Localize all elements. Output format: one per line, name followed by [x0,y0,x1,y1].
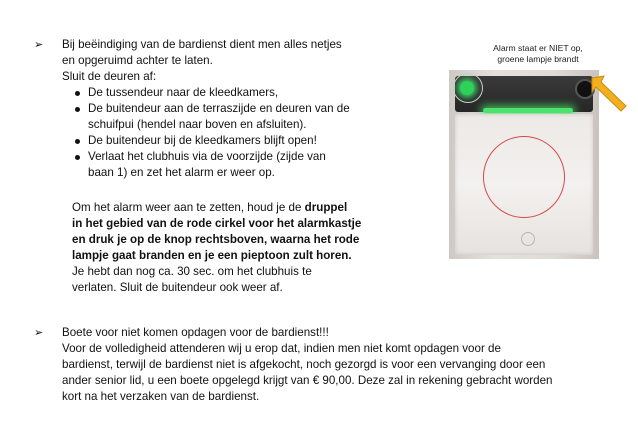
fine-line-2: bardienst, terwijl de bardienst niet is afgekocht, noch gezorgd is voor een vervanging door een [62,358,546,371]
alarm-bold-line2: in het gebied van de rode cirkel voor het alarmkastje [72,217,362,230]
intro-line-3: Sluit de deuren af: [62,70,157,83]
pointer-arrow-icon [590,74,630,116]
fine-line-4: kort na het verzaken van de bardienst. [62,390,260,403]
alarm-panel-body [455,114,593,255]
alarm-text-line6: verlaten. Sluit de buitendeur ook weer af. [72,281,283,294]
fine-heading: Boete voor niet komen opdagen voor de bardienst!!! [62,326,329,339]
alarm-bold-drop: druppel [304,201,348,214]
alarm-text-line5: Je hebt dan nog ca. 30 sec. om het clubhuis te [72,265,312,278]
fine-line-1: Voor de volledigheid attenderen wij u erop dat, indien men niet komt opdagen voor de [62,342,501,355]
logo-mark-icon [521,232,535,246]
alarm-bold-line4: lampje gaat branden en je een pieptoon zult horen. [72,249,352,262]
alarm-panel-photo [449,70,599,259]
alarm-text: Om het alarm weer aan te zetten, houd je de [72,201,305,214]
intro-line-1: Bij beëindiging van de bardienst dient men alles netjes [62,38,342,51]
red-circle-icon [483,136,565,218]
intro-line-2: en opgeruimd achter te laten. [62,54,213,67]
list-item: De tussendeur naar de kleedkamers, [72,85,402,101]
photo-caption: Alarm staat er NIET op, groene lampje brandt [493,43,583,64]
list-item: Verlaat het clubhuis via de voorzijde (zijde van baan 1) en zet het alarm er weer op. [72,149,402,181]
list-item: De buitendeur aan de terraszijde en deuren van de schuifpui (hendel naar boven en afsluiten). [72,101,402,133]
bullet-arrow-icon: ➢ [34,327,44,339]
bullet-arrow-icon: ➢ [34,39,44,51]
alarm-instructions [72,200,412,296]
door-list [72,85,402,181]
list-item: De buitendeur bij de kleedkamers blijft open! [72,133,402,149]
green-led-icon [460,81,474,95]
alarm-bold-line3: en druk je op de knop rechtsboven, waarna het rode [72,233,360,246]
fine-line-3: ander senior lid, u een boete opgelegd krijgt van € 90,00. Deze zal in rekening gebracht worden [62,374,553,387]
green-glow-strip [483,108,573,113]
